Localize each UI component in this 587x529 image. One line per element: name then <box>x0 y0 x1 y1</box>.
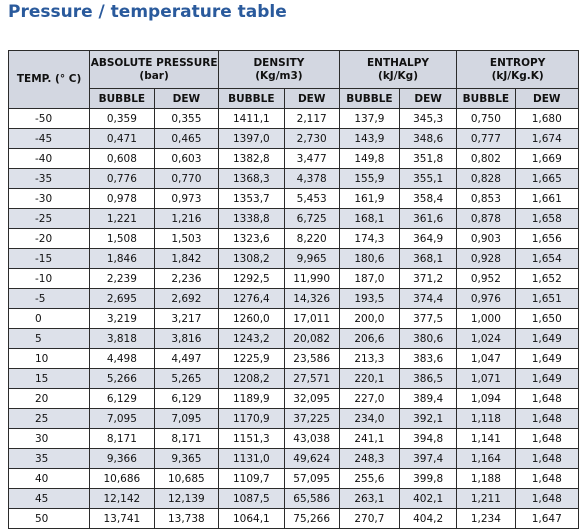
value-cell: 1189,9 <box>219 389 285 409</box>
value-cell: 358,4 <box>400 189 457 209</box>
value-cell: 174,3 <box>339 229 399 249</box>
value-cell: 371,2 <box>400 269 457 289</box>
value-cell: 1,211 <box>457 489 515 509</box>
value-cell: 13,738 <box>154 509 218 529</box>
value-cell: 3,818 <box>90 329 154 349</box>
value-cell: 402,1 <box>400 489 457 509</box>
value-cell: 263,1 <box>339 489 399 509</box>
value-cell: 1170,9 <box>219 409 285 429</box>
table-row <box>9 429 579 449</box>
table-row <box>9 189 579 209</box>
value-cell: 168,1 <box>339 209 399 229</box>
value-cell: 2,730 <box>284 129 339 149</box>
value-cell: 361,6 <box>400 209 457 229</box>
value-cell: 6,129 <box>154 389 218 409</box>
value-cell: 1,164 <box>457 449 515 469</box>
value-cell: 43,038 <box>284 429 339 449</box>
value-cell: 1087,5 <box>219 489 285 509</box>
pressure-header: ABSOLUTE PRESSURE (bar) <box>90 51 219 89</box>
value-cell: 1,648 <box>515 409 579 429</box>
value-cell: 0,978 <box>90 189 154 209</box>
temp-cell: 50 <box>9 509 90 529</box>
value-cell: 2,692 <box>154 289 218 309</box>
value-cell: 1,680 <box>515 109 579 129</box>
value-cell: 27,571 <box>284 369 339 389</box>
value-cell: 9,365 <box>154 449 218 469</box>
value-cell: 6,725 <box>284 209 339 229</box>
value-cell: 0,471 <box>90 129 154 149</box>
value-cell: 12,142 <box>90 489 154 509</box>
value-cell: 1,846 <box>90 249 154 269</box>
value-cell: 255,6 <box>339 469 399 489</box>
value-cell: 9,965 <box>284 249 339 269</box>
value-cell: 49,624 <box>284 449 339 469</box>
entropy-header: ENTROPY (kJ/Kg.K) <box>457 51 579 89</box>
value-cell: 0,952 <box>457 269 515 289</box>
value-cell: 0,603 <box>154 149 218 169</box>
value-cell: 0,853 <box>457 189 515 209</box>
table-row <box>9 309 579 329</box>
value-cell: 348,6 <box>400 129 457 149</box>
value-cell: 1,141 <box>457 429 515 449</box>
value-cell: 1,649 <box>515 329 579 349</box>
temp-header: TEMP. (° C) <box>9 51 90 109</box>
value-cell: 1,508 <box>90 229 154 249</box>
value-cell: 14,326 <box>284 289 339 309</box>
value-cell: 0,828 <box>457 169 515 189</box>
table-row <box>9 369 579 389</box>
enthalpy-dew-header: DEW <box>400 89 457 109</box>
value-cell: 399,8 <box>400 469 457 489</box>
value-cell: 1225,9 <box>219 349 285 369</box>
value-cell: 3,219 <box>90 309 154 329</box>
value-cell: 1,188 <box>457 469 515 489</box>
table-row <box>9 109 579 129</box>
value-cell: 193,5 <box>339 289 399 309</box>
value-cell: 1064,1 <box>219 509 285 529</box>
value-cell: 4,498 <box>90 349 154 369</box>
value-cell: 0,465 <box>154 129 218 149</box>
value-cell: 364,9 <box>400 229 457 249</box>
value-cell: 0,776 <box>90 169 154 189</box>
value-cell: 6,129 <box>90 389 154 409</box>
value-cell: 397,4 <box>400 449 457 469</box>
value-cell: 0,750 <box>457 109 515 129</box>
value-cell: 3,217 <box>154 309 218 329</box>
table-body <box>9 109 579 529</box>
temp-cell: -50 <box>9 109 90 129</box>
value-cell: 10,685 <box>154 469 218 489</box>
value-cell: 1109,7 <box>219 469 285 489</box>
value-cell: 1,654 <box>515 249 579 269</box>
value-cell: 1,000 <box>457 309 515 329</box>
value-cell: 355,1 <box>400 169 457 189</box>
value-cell: 270,7 <box>339 509 399 529</box>
value-cell: 380,6 <box>400 329 457 349</box>
value-cell: 4,378 <box>284 169 339 189</box>
value-cell: 1,648 <box>515 389 579 409</box>
entropy-bubble-header: BUBBLE <box>457 89 515 109</box>
value-cell: 1,649 <box>515 369 579 389</box>
value-cell: 206,6 <box>339 329 399 349</box>
temp-cell: 15 <box>9 369 90 389</box>
value-cell: 1338,8 <box>219 209 285 229</box>
value-cell: 149,8 <box>339 149 399 169</box>
value-cell: 17,011 <box>284 309 339 329</box>
value-cell: 9,366 <box>90 449 154 469</box>
value-cell: 220,1 <box>339 369 399 389</box>
temp-cell: 30 <box>9 429 90 449</box>
value-cell: 1,658 <box>515 209 579 229</box>
table-row <box>9 469 579 489</box>
density-header: DENSITY (Kg/m3) <box>219 51 340 89</box>
value-cell: 5,266 <box>90 369 154 389</box>
value-cell: 2,239 <box>90 269 154 289</box>
value-cell: 23,586 <box>284 349 339 369</box>
value-cell: 2,236 <box>154 269 218 289</box>
value-cell: 3,816 <box>154 329 218 349</box>
enthalpy-header: ENTHALPY (kJ/Kg) <box>339 51 457 89</box>
value-cell: 1,024 <box>457 329 515 349</box>
value-cell: 0,928 <box>457 249 515 269</box>
temp-cell: -15 <box>9 249 90 269</box>
value-cell: 377,5 <box>400 309 457 329</box>
density-bubble-header: BUBBLE <box>219 89 285 109</box>
value-cell: 5,453 <box>284 189 339 209</box>
value-cell: 0,802 <box>457 149 515 169</box>
temp-cell: -40 <box>9 149 90 169</box>
table-row <box>9 349 579 369</box>
value-cell: 1151,3 <box>219 429 285 449</box>
value-cell: 248,3 <box>339 449 399 469</box>
value-cell: 213,3 <box>339 349 399 369</box>
value-cell: 1,118 <box>457 409 515 429</box>
value-cell: 20,082 <box>284 329 339 349</box>
value-cell: 368,1 <box>400 249 457 269</box>
temp-cell: -30 <box>9 189 90 209</box>
value-cell: 3,477 <box>284 149 339 169</box>
value-cell: 1308,2 <box>219 249 285 269</box>
temp-cell: -25 <box>9 209 90 229</box>
value-cell: 10,686 <box>90 469 154 489</box>
value-cell: 8,220 <box>284 229 339 249</box>
temp-cell: 20 <box>9 389 90 409</box>
temp-cell: 10 <box>9 349 90 369</box>
value-cell: 392,1 <box>400 409 457 429</box>
value-cell: 1,650 <box>515 309 579 329</box>
value-cell: 11,990 <box>284 269 339 289</box>
value-cell: 75,266 <box>284 509 339 529</box>
value-cell: 2,117 <box>284 109 339 129</box>
table-row <box>9 229 579 249</box>
value-cell: 2,695 <box>90 289 154 309</box>
value-cell: 65,586 <box>284 489 339 509</box>
value-cell: 241,1 <box>339 429 399 449</box>
value-cell: 57,095 <box>284 469 339 489</box>
value-cell: 1,648 <box>515 489 579 509</box>
value-cell: 1,656 <box>515 229 579 249</box>
temp-cell: -35 <box>9 169 90 189</box>
value-cell: 0,608 <box>90 149 154 169</box>
value-cell: 394,8 <box>400 429 457 449</box>
value-cell: 1,047 <box>457 349 515 369</box>
value-cell: 7,095 <box>90 409 154 429</box>
value-cell: 1,652 <box>515 269 579 289</box>
pressure-bubble-header: BUBBLE <box>90 89 154 109</box>
value-cell: 187,0 <box>339 269 399 289</box>
value-cell: 1,647 <box>515 509 579 529</box>
value-cell: 1,094 <box>457 389 515 409</box>
value-cell: 0,976 <box>457 289 515 309</box>
table-row <box>9 129 579 149</box>
enthalpy-bubble-header: BUBBLE <box>339 89 399 109</box>
value-cell: 1382,8 <box>219 149 285 169</box>
value-cell: 8,171 <box>90 429 154 449</box>
value-cell: 404,2 <box>400 509 457 529</box>
value-cell: 5,265 <box>154 369 218 389</box>
value-cell: 1,648 <box>515 429 579 449</box>
value-cell: 1292,5 <box>219 269 285 289</box>
table-row <box>9 169 579 189</box>
table-row <box>9 389 579 409</box>
temp-cell: -45 <box>9 129 90 149</box>
value-cell: 0,777 <box>457 129 515 149</box>
value-cell: 351,8 <box>400 149 457 169</box>
value-cell: 1323,6 <box>219 229 285 249</box>
value-cell: 161,9 <box>339 189 399 209</box>
value-cell: 1,221 <box>90 209 154 229</box>
table-row <box>9 509 579 529</box>
value-cell: 1,503 <box>154 229 218 249</box>
page-title: Pressure / temperature table <box>8 2 287 22</box>
value-cell: 227,0 <box>339 389 399 409</box>
value-cell: 1276,4 <box>219 289 285 309</box>
value-cell: 234,0 <box>339 409 399 429</box>
value-cell: 1,216 <box>154 209 218 229</box>
value-cell: 1131,0 <box>219 449 285 469</box>
value-cell: 1,842 <box>154 249 218 269</box>
density-dew-header: DEW <box>284 89 339 109</box>
value-cell: 37,225 <box>284 409 339 429</box>
value-cell: 180,6 <box>339 249 399 269</box>
table-row <box>9 449 579 469</box>
table-row <box>9 269 579 289</box>
value-cell: 1243,2 <box>219 329 285 349</box>
value-cell: 1397,0 <box>219 129 285 149</box>
table-row <box>9 289 579 309</box>
table-row <box>9 329 579 349</box>
table-row <box>9 489 579 509</box>
temp-cell: 0 <box>9 309 90 329</box>
value-cell: 345,3 <box>400 109 457 129</box>
value-cell: 1,665 <box>515 169 579 189</box>
value-cell: 1411,1 <box>219 109 285 129</box>
value-cell: 1,669 <box>515 149 579 169</box>
value-cell: 12,139 <box>154 489 218 509</box>
value-cell: 1,661 <box>515 189 579 209</box>
temp-cell: 45 <box>9 489 90 509</box>
temp-cell: -5 <box>9 289 90 309</box>
value-cell: 137,9 <box>339 109 399 129</box>
value-cell: 0,903 <box>457 229 515 249</box>
temp-cell: 5 <box>9 329 90 349</box>
value-cell: 1,648 <box>515 469 579 489</box>
table-row <box>9 409 579 429</box>
value-cell: 1260,0 <box>219 309 285 329</box>
value-cell: 143,9 <box>339 129 399 149</box>
temp-cell: -20 <box>9 229 90 249</box>
value-cell: 1,674 <box>515 129 579 149</box>
value-cell: 1208,2 <box>219 369 285 389</box>
value-cell: 1,649 <box>515 349 579 369</box>
temp-cell: 40 <box>9 469 90 489</box>
value-cell: 4,497 <box>154 349 218 369</box>
value-cell: 1,234 <box>457 509 515 529</box>
value-cell: 374,4 <box>400 289 457 309</box>
value-cell: 1,071 <box>457 369 515 389</box>
value-cell: 155,9 <box>339 169 399 189</box>
value-cell: 7,095 <box>154 409 218 429</box>
pressure-dew-header: DEW <box>154 89 218 109</box>
value-cell: 200,0 <box>339 309 399 329</box>
value-cell: 0,878 <box>457 209 515 229</box>
value-cell: 1,651 <box>515 289 579 309</box>
temp-cell: -10 <box>9 269 90 289</box>
value-cell: 32,095 <box>284 389 339 409</box>
entropy-dew-header: DEW <box>515 89 579 109</box>
value-cell: 0,355 <box>154 109 218 129</box>
value-cell: 0,359 <box>90 109 154 129</box>
table-row <box>9 249 579 269</box>
temp-cell: 35 <box>9 449 90 469</box>
table-row <box>9 149 579 169</box>
value-cell: 1368,3 <box>219 169 285 189</box>
value-cell: 0,973 <box>154 189 218 209</box>
value-cell: 383,6 <box>400 349 457 369</box>
value-cell: 1353,7 <box>219 189 285 209</box>
value-cell: 0,770 <box>154 169 218 189</box>
value-cell: 1,648 <box>515 449 579 469</box>
value-cell: 13,741 <box>90 509 154 529</box>
pressure-temperature-table <box>8 50 579 529</box>
value-cell: 389,4 <box>400 389 457 409</box>
temp-cell: 25 <box>9 409 90 429</box>
table-row <box>9 209 579 229</box>
value-cell: 8,171 <box>154 429 218 449</box>
value-cell: 386,5 <box>400 369 457 389</box>
